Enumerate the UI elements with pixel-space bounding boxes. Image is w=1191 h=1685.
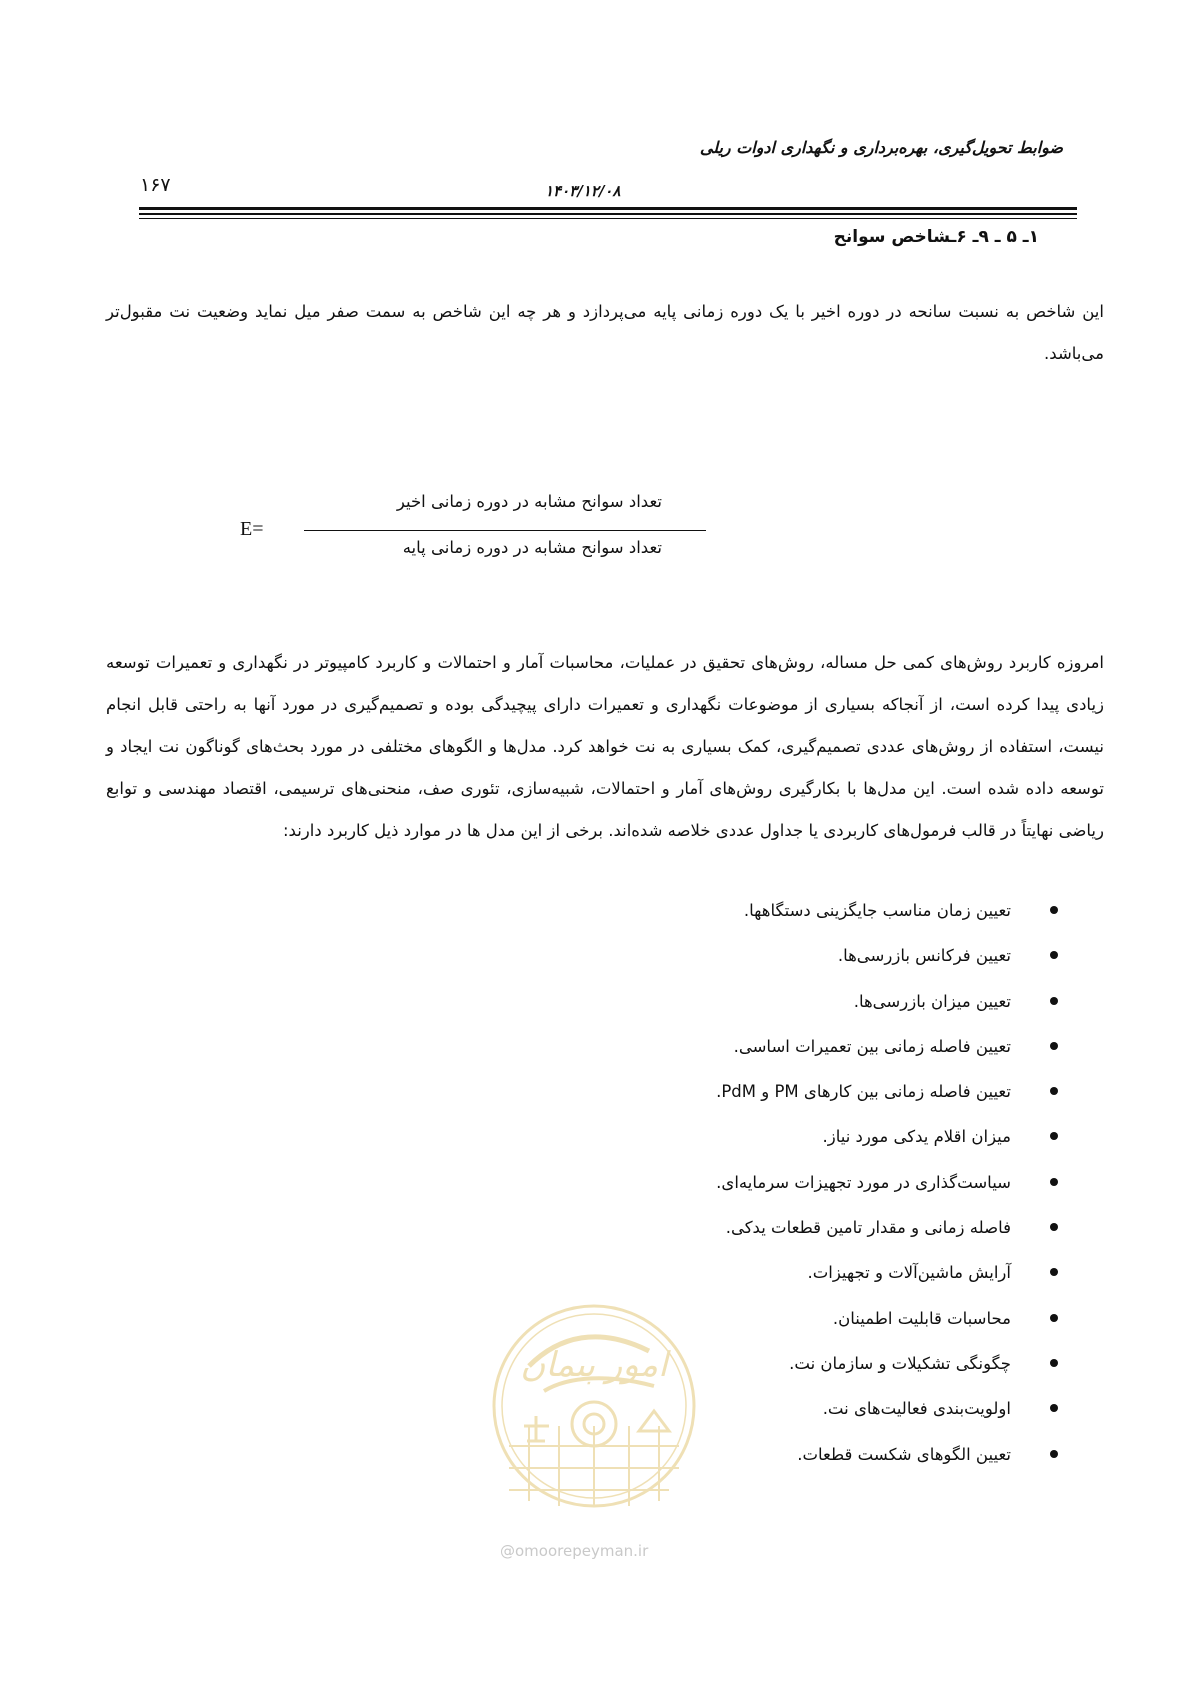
- list-item-text: تعیین الگوهای شکست قطعات.: [797, 1444, 1011, 1464]
- list-item: [716, 1386, 1058, 1431]
- bullet-icon: [1050, 906, 1058, 914]
- paragraph-index-definition: این شاخص به نسبت سانحه در دوره اخیر با یک دوره زمانی پایه می‌پردازد و هر چه این شاخص به سمت صفر میل نماید وضعیت نت مقبول‌تر می‌باشد.: [106, 301, 1104, 363]
- list-item: [716, 1024, 1058, 1069]
- header-rule-thick: [139, 207, 1077, 210]
- list-item-text: آرایش ماشین‌آلات و تجهیزات.: [807, 1263, 1011, 1283]
- section-heading: ۱ـ ۵ ـ ۹ـ ۶ـشاخص سوانح: [833, 227, 1039, 247]
- list-item-text: تعیین فاصله زمانی بین کارهای PM و PdM.: [716, 1082, 1011, 1102]
- header-rule-middle: [139, 213, 1077, 215]
- formula-lhs: E=: [240, 518, 264, 540]
- list-item-text: محاسبات قابلیت اطمینان.: [832, 1308, 1011, 1328]
- list-item-text: فاصله زمانی و مقدار تامین قطعات یدکی.: [725, 1218, 1011, 1238]
- bullet-icon: [1050, 1042, 1058, 1050]
- bullet-icon: [1050, 1404, 1058, 1412]
- list-item-text: تعیین فرکانس بازرسی‌ها.: [837, 946, 1011, 966]
- watermark-url: @omoorepeyman.ir: [500, 1542, 649, 1560]
- list-item: [716, 1296, 1058, 1341]
- list-item-text: چگونگی تشکیلات و سازمان نت.: [789, 1353, 1011, 1373]
- bullet-icon: [1050, 951, 1058, 959]
- list-item: [716, 1069, 1058, 1114]
- list-item: [716, 1205, 1058, 1250]
- list-item-text: تعیین میزان بازرسی‌ها.: [853, 991, 1011, 1011]
- header-rule-thin: [139, 218, 1077, 219]
- list-item: [716, 1160, 1058, 1205]
- bullet-icon: [1050, 1132, 1058, 1140]
- list-item-text: تعیین فاصله زمانی بین تعمیرات اساسی.: [733, 1036, 1011, 1056]
- fraction-bar: [304, 530, 706, 531]
- bullet-icon: [1050, 1178, 1058, 1186]
- list-item: [716, 933, 1058, 978]
- formula-denominator: تعداد سوانح مشابه در دوره زمانی پایه: [402, 538, 662, 557]
- bullet-icon: [1050, 1268, 1058, 1276]
- bullet-icon: [1050, 1314, 1058, 1322]
- formula-numerator: تعداد سوانح مشابه در دوره زمانی اخیر: [396, 492, 662, 511]
- list-item: [716, 1114, 1058, 1159]
- list-item-text: سیاست‌گذاری در مورد تجهیزات سرمایه‌ای.: [716, 1172, 1011, 1192]
- bullet-icon: [1050, 1450, 1058, 1458]
- bullet-icon: [1050, 997, 1058, 1005]
- list-item: [716, 1432, 1058, 1477]
- header-date: ۱۴۰۳/۱۲/۰۸: [545, 182, 621, 200]
- list-item: [716, 888, 1058, 933]
- list-item: [716, 1341, 1058, 1386]
- list-item: [716, 979, 1058, 1024]
- running-header-title: ضوابط تحویل‌گیری، بهره‌برداری و نگهداری ادوات ریلی: [699, 138, 1063, 157]
- list-item-text: اولویت‌بندی فعالیت‌های نت.: [822, 1399, 1011, 1419]
- watermark-logo-text: امور پیمان: [520, 1345, 668, 1385]
- page-number: ۱۶۷: [140, 174, 171, 196]
- bullet-icon: [1050, 1223, 1058, 1231]
- bullet-icon: [1050, 1359, 1058, 1367]
- applications-list: [716, 888, 1058, 1477]
- paragraph-quantitative-methods: امروزه کاربرد روش‌های کمی حل مساله، روش‌های تحقیق در عملیات، محاسبات آمار و احتمالات و کاربرد کامپیوتر در نگهداری و تعمیرات توسعه زیادی پیدا کرده است، از آنجاکه بسیاری از موضوعات نگهداری و تعمیرات دارای پیچیدگی بوده و تصمیم‌گیری در مورد آنها به راحتی قابل انجام نیست، استفاده از روش‌های عددی تصمیم‌گیری، کمک بسیاری به نت خواهد کرد. مدل‌ها و الگوهای مختلفی در مورد بحث‌های گوناگون نت ایجاد و توسعه داده شده است. این مدل‌ها با بکارگیری روش‌های آمار و احتمالات، شبیه‌سازی، تئوری صف، منحنی‌های ترسیمی، اقتصاد مهندسی و توابع ریاضی نهایتاً در قالب فرمول‌های کاربردی یا جداول عددی خلاصه شده‌اند. برخی از این مدل ها در موارد ذیل کاربرد دارند:: [106, 652, 1104, 840]
- list-item-text: میزان اقلام یدکی مورد نیاز.: [822, 1127, 1011, 1147]
- bullet-icon: [1050, 1087, 1058, 1095]
- list-item-text: تعیین زمان مناسب جایگزینی دستگاهها.: [743, 901, 1011, 920]
- list-item: [716, 1250, 1058, 1295]
- accident-index-formula: [240, 484, 710, 574]
